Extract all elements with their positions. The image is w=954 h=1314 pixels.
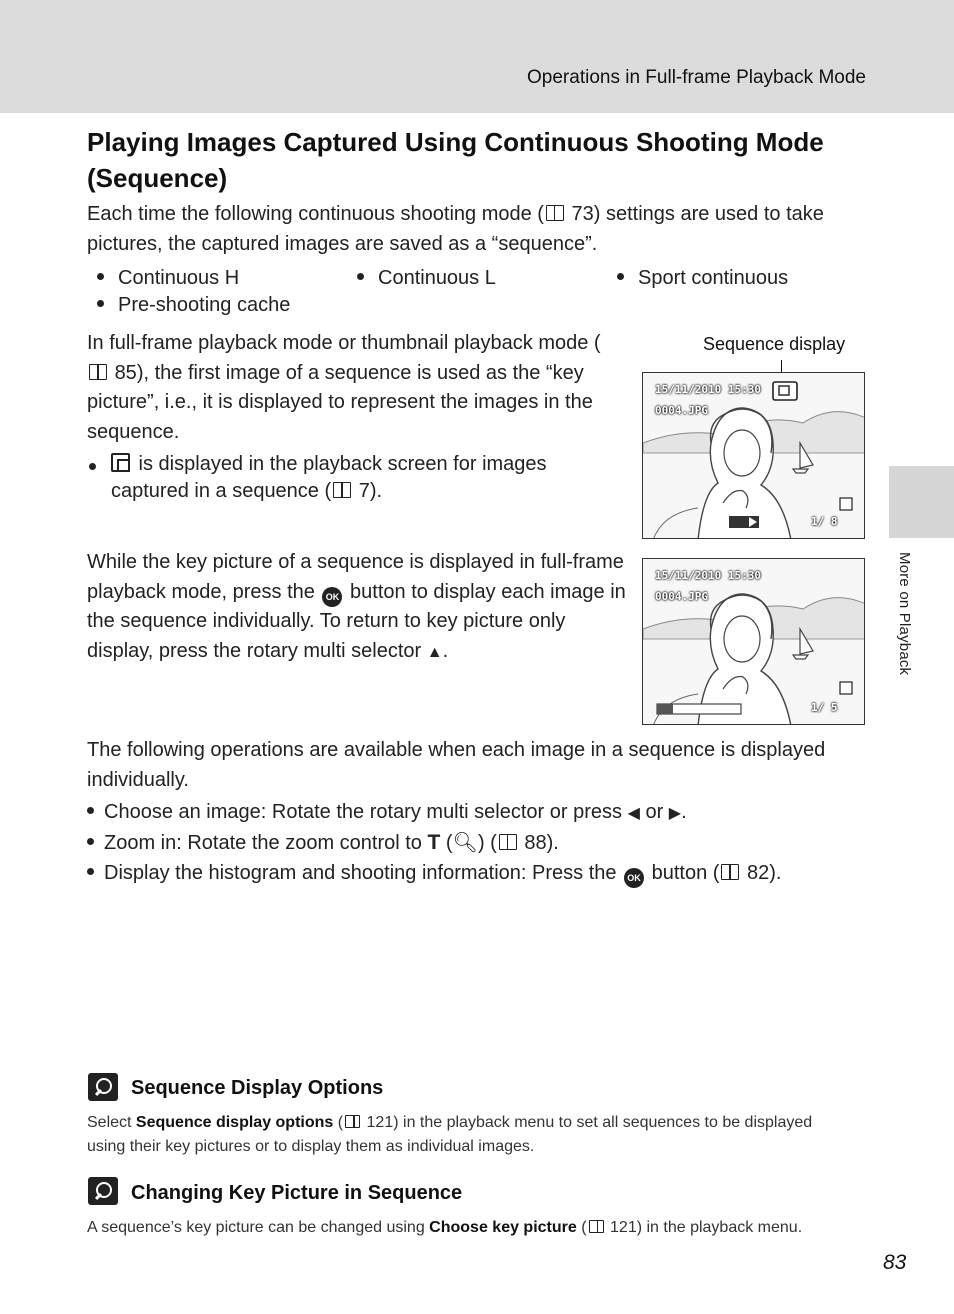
op-histogram: Display the histogram and shooting information: Press the OK button ( 82). — [87, 860, 781, 888]
mode-item-pre-shooting-cache: Pre-shooting cache — [97, 292, 290, 319]
op-choose-image: Choose an image: Rotate the rotary multi selector or press ◀ or ▶. — [87, 799, 687, 827]
left-triangle-icon: ◀ — [627, 805, 640, 822]
intro-paragraph: Each time the following continuous shooting mode ( 73) settings are used to take pictures, the captured images are saved as a “sequence”. — [87, 203, 824, 255]
tele-label: T — [427, 831, 441, 854]
note-title-sequence-display-options: Sequence Display Options — [131, 1077, 384, 1099]
bullet-dot — [89, 463, 96, 470]
bullet-dot — [617, 273, 624, 280]
magnifier-icon: 🔍︎ — [452, 832, 478, 854]
bullet-dot — [87, 807, 94, 814]
sequence-display-caption: Sequence display — [703, 334, 846, 354]
screen-datetime: 15/11/2010 15:30 — [655, 569, 761, 582]
screen-frame-counter: 1/ 8 — [811, 515, 838, 528]
section-header: Operations in Full-frame Playback Mode — [527, 67, 866, 88]
screen-frame-counter: 1/ 5 — [811, 701, 838, 714]
ok-button-icon: OK — [624, 868, 644, 888]
key-picture-paragraph: In full-frame playback mode or thumbnail playback mode ( 85), the first image of a sequence is used as the “key picture”, i.e., it is displayed to represent the images in the sequence. — [87, 332, 601, 443]
mode-item-sport-continuous: Sport continuous — [617, 265, 788, 292]
right-triangle-icon: ▶ — [668, 805, 682, 822]
page-number: 83 — [883, 1251, 907, 1274]
book-icon — [333, 482, 351, 498]
book-icon — [546, 205, 564, 221]
up-triangle-icon: ▲ — [426, 643, 443, 661]
book-icon — [89, 364, 107, 380]
bullet-dot — [97, 300, 104, 307]
note-title-changing-key-picture: Changing Key Picture in Sequence — [131, 1182, 463, 1204]
playback-screen-individual — [642, 558, 865, 725]
book-icon — [499, 834, 517, 850]
ok-button-icon: OK — [322, 587, 342, 607]
page-title: Playing Images Captured Using Continuous Shooting Mode (Sequence) — [87, 127, 824, 193]
screen-datetime: 15/11/2010 15:30 — [655, 383, 761, 396]
playback-screen-key-picture — [642, 372, 865, 539]
sequence-icon-bullet: is displayed in the playback screen for images captured in a sequence ( 7). — [87, 451, 607, 505]
bullet-dot — [97, 273, 104, 280]
book-icon — [589, 1220, 604, 1233]
note-icon — [88, 1073, 118, 1101]
note-body-changing-key-picture: A sequence’s key picture can be changed using Choose key picture ( 121) in the playback menu. — [87, 1219, 803, 1236]
book-icon — [345, 1115, 360, 1128]
mode-item-continuous-h: Continuous H — [97, 265, 239, 292]
bullet-dot — [357, 273, 364, 280]
individual-display-paragraph: While the key picture of a sequence is displayed in full-frame playback mode, press the OK button to display each image in the sequence individually. To return to key picture only display, press the rotary multi selector ▲. — [87, 551, 626, 662]
mode-item-continuous-l: Continuous L — [357, 265, 496, 292]
bullet-dot — [87, 838, 94, 845]
side-tab — [889, 466, 954, 538]
operations-intro: The following operations are available when each image in a sequence is displayed individually. — [87, 739, 826, 791]
sequence-icon — [111, 453, 130, 472]
bullet-dot — [87, 868, 94, 875]
note-icon — [88, 1177, 118, 1205]
book-icon — [721, 864, 739, 880]
side-tab-label: More on Playback — [896, 552, 913, 676]
header-band — [0, 0, 954, 113]
op-zoom-in: Zoom in: Rotate the zoom control to T (🔍︎) ( 88). — [87, 829, 559, 857]
screen-filename: 0004.JPG — [655, 590, 708, 603]
screen-filename: 0004.JPG — [655, 404, 708, 417]
note-body-sequence-display-options: Select Sequence display options ( 121) in the playback menu to set all sequences to be displayed using their key pictures or to display them as individual images. — [87, 1114, 813, 1155]
